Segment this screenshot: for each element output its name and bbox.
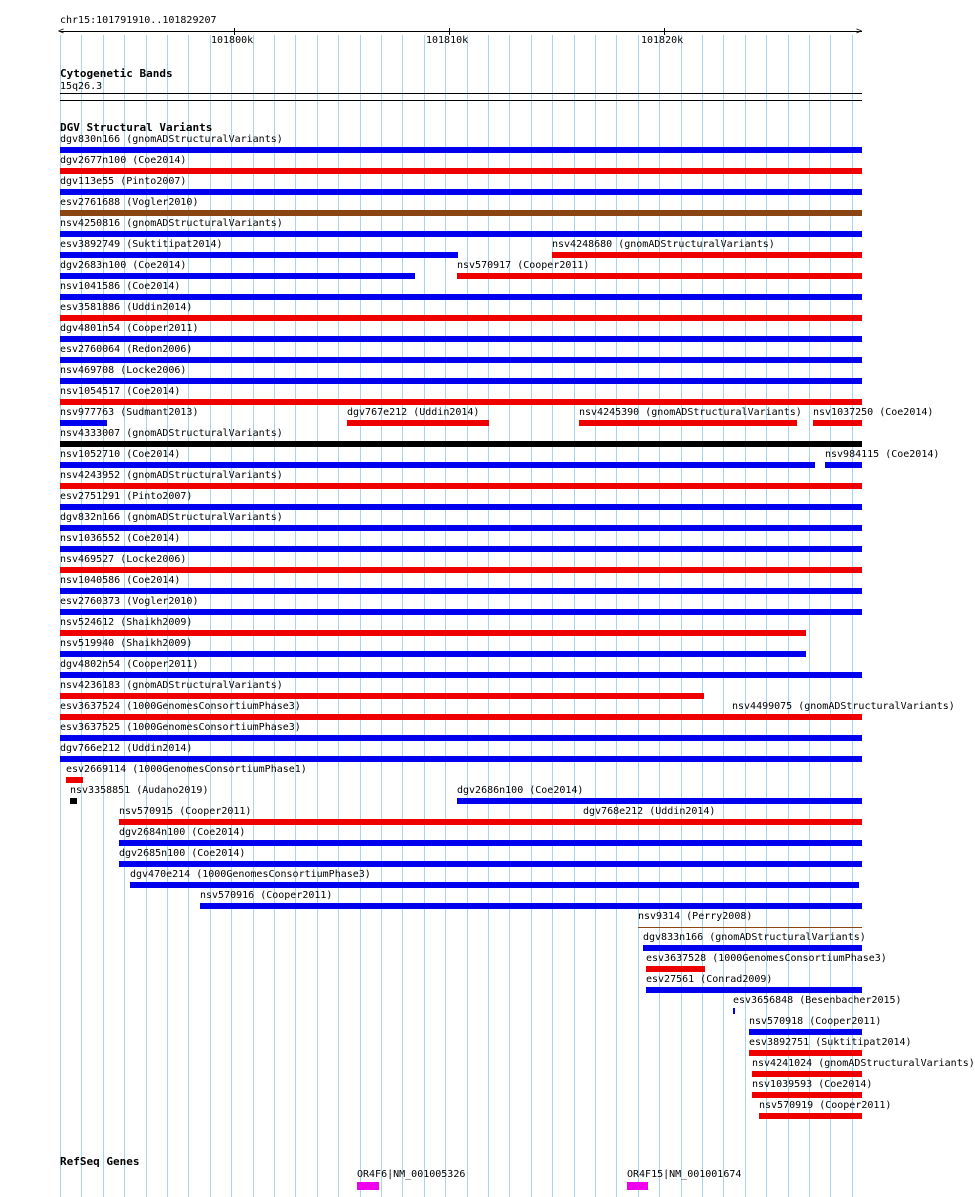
variant-label[interactable]: dgv4801n54 (Cooper2011) xyxy=(60,323,199,334)
variant-feature-bar[interactable] xyxy=(60,420,107,426)
gene-label[interactable]: OR4F6|NM_001005326 xyxy=(357,1169,466,1180)
gene-feature-bar[interactable] xyxy=(357,1182,379,1190)
variant-feature-bar[interactable] xyxy=(733,1008,735,1014)
variant-label[interactable]: nsv570915 (Cooper2011) xyxy=(119,806,252,817)
variant-feature-bar[interactable] xyxy=(60,252,458,258)
variant-feature-bar[interactable] xyxy=(638,927,862,928)
variant-label[interactable]: esv3637528 (1000GenomesConsortiumPhase3) xyxy=(646,953,887,964)
variant-feature-bar[interactable] xyxy=(66,777,83,783)
variant-label[interactable]: nsv4236183 (gnomADStructuralVariants) xyxy=(60,680,283,691)
variant-label[interactable]: nsv977763 (Sudmant2013) xyxy=(60,407,199,418)
variant-feature-bar[interactable] xyxy=(70,798,77,804)
variant-label[interactable]: nsv4245390 (gnomADStructuralVariants) xyxy=(579,407,802,418)
variant-feature-bar[interactable] xyxy=(60,588,862,594)
variant-label[interactable]: nsv1036552 (Coe2014) xyxy=(60,533,181,544)
ruler-tick-label: 101820k xyxy=(641,35,684,46)
variant-label[interactable]: nsv4499075 (gnomADStructuralVariants) xyxy=(732,701,955,712)
variant-feature-bar[interactable] xyxy=(643,945,862,951)
variant-label[interactable]: nsv1039593 (Coe2014) xyxy=(752,1079,873,1090)
variant-feature-bar[interactable] xyxy=(60,714,862,720)
variant-label[interactable]: nsv570916 (Cooper2011) xyxy=(200,890,333,901)
variant-label[interactable]: esv2760373 (Vogler2010) xyxy=(60,596,199,607)
variant-feature-bar[interactable] xyxy=(130,882,859,888)
variant-feature-bar[interactable] xyxy=(749,1029,862,1035)
variant-feature-bar[interactable] xyxy=(347,420,489,426)
gene-label[interactable]: OR4F15|NM_001001674 xyxy=(627,1169,742,1180)
variant-label[interactable]: esv3581886 (Uddin2014) xyxy=(60,302,193,313)
variant-feature-bar[interactable] xyxy=(60,168,862,174)
refseq-track-title: RefSeq Genes xyxy=(60,1155,140,1168)
variant-feature-bar[interactable] xyxy=(60,441,862,447)
variant-feature-bar[interactable] xyxy=(60,273,415,279)
variant-label[interactable]: esv2760064 (Redon2006) xyxy=(60,344,193,355)
variant-feature-bar[interactable] xyxy=(60,567,862,573)
variant-feature-bar[interactable] xyxy=(60,735,862,741)
variant-label[interactable]: nsv469527 (Locke2006) xyxy=(60,554,187,565)
variant-label[interactable]: esv3892751 (Suktitipat2014) xyxy=(749,1037,912,1048)
variant-label[interactable]: dgv2677n100 (Coe2014) xyxy=(60,155,187,166)
variant-feature-bar[interactable] xyxy=(457,273,862,279)
ruler-tick-label: 101800k xyxy=(211,35,254,46)
variant-label[interactable]: nsv1052710 (Coe2014) xyxy=(60,449,181,460)
variant-label[interactable]: dgv2684n100 (Coe2014) xyxy=(119,827,246,838)
variant-label[interactable]: nsv1041586 (Coe2014) xyxy=(60,281,181,292)
variant-feature-bar[interactable] xyxy=(119,819,862,825)
variant-label[interactable]: nsv570919 (Cooper2011) xyxy=(759,1100,892,1111)
ruler-tick xyxy=(664,28,665,35)
variant-label[interactable]: esv2761688 (Vogler2010) xyxy=(60,197,199,208)
variant-feature-bar[interactable] xyxy=(60,483,862,489)
variant-feature-bar[interactable] xyxy=(60,336,862,342)
variant-feature-bar[interactable] xyxy=(752,1092,862,1098)
variant-feature-bar[interactable] xyxy=(119,861,862,867)
variant-feature-bar[interactable] xyxy=(60,378,862,384)
variant-feature-bar[interactable] xyxy=(60,315,862,321)
variant-label[interactable]: esv2751291 (Pinto2007) xyxy=(60,491,193,502)
variant-feature-bar[interactable] xyxy=(60,147,862,153)
variant-feature-bar[interactable] xyxy=(60,609,862,615)
variant-feature-bar[interactable] xyxy=(60,672,862,678)
variant-label[interactable]: nsv4333007 (gnomADStructuralVariants) xyxy=(60,428,283,439)
variant-label[interactable]: dgv2686n100 (Coe2014) xyxy=(457,785,584,796)
variant-label[interactable]: dgv767e212 (Uddin2014) xyxy=(347,407,480,418)
cytoband-bottom-line xyxy=(60,100,862,101)
variant-label[interactable]: nsv4250816 (gnomADStructuralVariants) xyxy=(60,218,283,229)
variant-feature-bar[interactable] xyxy=(200,903,862,909)
cytoband-track-title: Cytogenetic Bands xyxy=(60,67,173,80)
variant-label[interactable]: nsv1040586 (Coe2014) xyxy=(60,575,181,586)
dgv-track-title: DGV Structural Variants xyxy=(60,121,213,134)
variant-feature-bar[interactable] xyxy=(813,420,862,426)
variant-feature-bar[interactable] xyxy=(457,798,862,804)
variant-label[interactable]: dgv832n166 (gnomADStructuralVariants) xyxy=(60,512,283,523)
ruler-left-arrow: < xyxy=(58,26,65,37)
variant-feature-bar[interactable] xyxy=(60,630,806,636)
variant-label[interactable]: esv2669114 (1000GenomesConsortiumPhase1) xyxy=(66,764,307,775)
variant-feature-bar[interactable] xyxy=(60,210,862,216)
variant-label[interactable]: dgv4802n54 (Cooper2011) xyxy=(60,659,199,670)
variant-label[interactable]: esv3656848 (Besenbacher2015) xyxy=(733,995,902,1006)
variant-feature-bar[interactable] xyxy=(579,420,797,426)
cytoband-top-line xyxy=(60,93,862,94)
variant-feature-bar[interactable] xyxy=(60,399,862,405)
variant-label[interactable]: nsv4241024 (gnomADStructuralVariants) xyxy=(752,1058,975,1069)
variant-label[interactable]: dgv113e55 (Pinto2007) xyxy=(60,176,187,187)
variant-label[interactable]: dgv766e212 (Uddin2014) xyxy=(60,743,193,754)
variant-label[interactable]: esv27561 (Conrad2009) xyxy=(646,974,773,985)
variant-label[interactable]: nsv469708 (Locke2006) xyxy=(60,365,187,376)
variant-label[interactable]: esv3892749 (Suktitipat2014) xyxy=(60,239,223,250)
ruler-right-arrow: > xyxy=(856,26,863,37)
variant-feature-bar[interactable] xyxy=(60,294,862,300)
region-label: chr15:101791910..101829207 xyxy=(60,15,217,26)
variant-feature-bar[interactable] xyxy=(60,462,815,468)
variant-label[interactable]: nsv4243952 (gnomADStructuralVariants) xyxy=(60,470,283,481)
variant-feature-bar[interactable] xyxy=(752,1071,862,1077)
variant-label[interactable]: nsv4248680 (gnomADStructuralVariants) xyxy=(552,239,775,250)
variant-label[interactable]: nsv3358851 (Audano2019) xyxy=(70,785,209,796)
ruler-tick xyxy=(234,28,235,35)
variant-feature-bar[interactable] xyxy=(646,966,705,972)
variant-label[interactable]: dgv470e214 (1000GenomesConsortiumPhase3) xyxy=(130,869,371,880)
variant-feature-bar[interactable] xyxy=(60,231,862,237)
variant-feature-bar[interactable] xyxy=(60,189,862,195)
variant-label[interactable]: nsv519940 (Shaikh2009) xyxy=(60,638,193,649)
ruler-axis xyxy=(60,31,862,32)
variant-label[interactable]: dgv2685n100 (Coe2014) xyxy=(119,848,246,859)
variant-feature-bar[interactable] xyxy=(60,693,704,699)
gene-feature-bar[interactable] xyxy=(627,1182,648,1190)
variant-feature-bar[interactable] xyxy=(60,525,862,531)
variant-feature-bar[interactable] xyxy=(60,756,862,762)
variant-label[interactable]: nsv1037250 (Coe2014) xyxy=(813,407,934,418)
variant-feature-bar[interactable] xyxy=(60,546,862,552)
variant-feature-bar[interactable] xyxy=(646,987,862,993)
variant-label[interactable]: esv3637524 (1000GenomesConsortiumPhase3) xyxy=(60,701,301,712)
variant-feature-bar[interactable] xyxy=(60,504,862,510)
variant-feature-bar[interactable] xyxy=(759,1113,862,1119)
variant-feature-bar[interactable] xyxy=(60,357,862,363)
variant-label[interactable]: dgv830n166 (gnomADStructuralVariants) xyxy=(60,134,283,145)
variant-label[interactable]: dgv768e212 (Uddin2014) xyxy=(583,806,716,817)
variant-feature-bar[interactable] xyxy=(825,462,862,468)
cytoband-label: 15q26.3 xyxy=(60,81,103,92)
variant-label[interactable]: nsv524612 (Shaikh2009) xyxy=(60,617,193,628)
variant-label[interactable]: nsv9314 (Perry2008) xyxy=(638,911,753,922)
variant-label[interactable]: nsv984115 (Coe2014) xyxy=(825,449,940,460)
variant-label[interactable]: dgv833n166 (gnomADStructuralVariants) xyxy=(643,932,866,943)
ruler-tick-label: 101810k xyxy=(426,35,469,46)
variant-label[interactable]: dgv2683n100 (Coe2014) xyxy=(60,260,187,271)
variant-label[interactable]: nsv1054517 (Coe2014) xyxy=(60,386,181,397)
variant-feature-bar[interactable] xyxy=(60,651,806,657)
variant-feature-bar[interactable] xyxy=(552,252,862,258)
variant-label[interactable]: esv3637525 (1000GenomesConsortiumPhase3) xyxy=(60,722,301,733)
variant-feature-bar[interactable] xyxy=(749,1050,862,1056)
variant-label[interactable]: nsv570917 (Cooper2011) xyxy=(457,260,590,271)
ruler-tick xyxy=(449,28,450,35)
variant-label[interactable]: nsv570918 (Cooper2011) xyxy=(749,1016,882,1027)
variant-feature-bar[interactable] xyxy=(119,840,862,846)
